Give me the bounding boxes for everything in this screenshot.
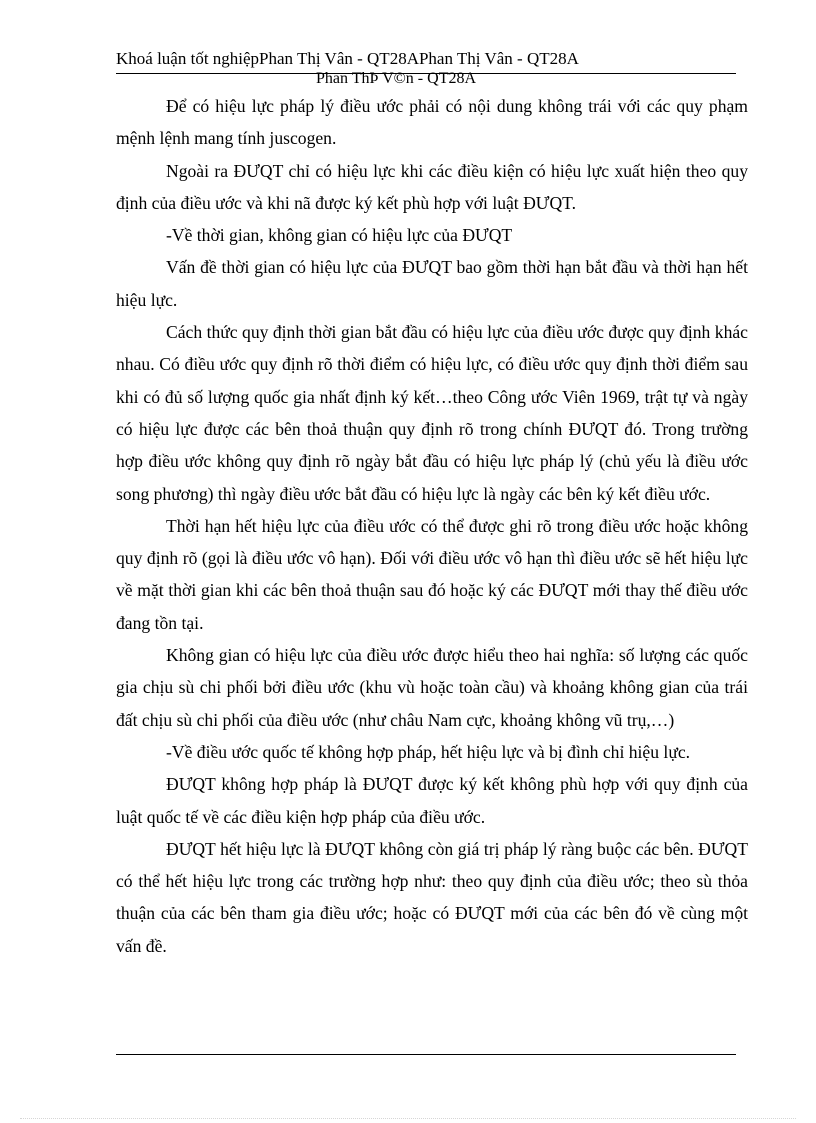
paragraph: Không gian có hiệu lực của điều ước được hiểu theo hai nghĩa: số lượng các quốc gia chịu sù chi phối bởi điều ước (khu vù hoặc toàn cầu) và khoảng không gian của trái đất chịu sù chi phối của điều ước (như châu Nam cực, khoảng không vũ trụ,…)	[116, 645, 748, 730]
paragraph: Vấn đề thời gian có hiệu lực của ĐƯQT bao gồm thời hạn bắt đầu và thời hạn hết hiệu lực.	[116, 257, 748, 310]
paragraph: -Về điều ước quốc tế không hợp pháp, hết hiệu lực và bị đình chỉ hiệu lực.	[166, 741, 691, 762]
paragraph: Thời hạn hết hiệu lực của điều ước có thể được ghi rõ trong điều ước hoặc không quy định rõ (gọi là điều ước vô hạn). Đối với điều ước vô hạn thì điều ước sẽ hết hiệu lực về mặt thời gian khi các bên thoả thuận sau đó hoặc ký các ĐƯQT mới thay thế điều ước đang tồn tại.	[116, 515, 748, 633]
paragraph: -Về thời gian, không gian có hiệu lực của ĐƯQT	[166, 225, 513, 246]
header-subtitle: Phan ThÞ V©n - QT28A	[316, 70, 477, 87]
paragraph: ĐƯQT không hợp pháp là ĐƯQT được ký kết không phù hợp với quy định của luật quốc tế về các điều kiện hợp pháp của điều ước.	[116, 774, 748, 827]
header-title: Khoá luận tốt nghiệpPhan Thị Vân - QT28APhan Thị Vân - QT28A	[116, 49, 579, 68]
paragraph: ĐƯQT hết hiệu lực là ĐƯQT không còn giá trị pháp lý ràng buộc các bên. ĐƯQT có thể hết hiệu lực trong các trường hợp như: theo quy định của điều ước; theo sù thỏa thuận của các bên tham gia điều ước; hoặc có ĐƯQT mới của các bên đó về cùng một vấn đề.	[116, 838, 748, 956]
document-body	[116, 90, 748, 962]
paragraph: Để có hiệu lực pháp lý điều ước phải có nội dung không trái với các quy phạm mệnh lệnh mang tính juscogen.	[116, 96, 748, 149]
paragraph: Cách thức quy định thời gian bắt đầu có hiệu lực của điều ước được quy định khác nhau. Có điều ước quy định rõ thời điểm có hiệu lực, có điều ước quy định thời điểm sau khi có đủ số lượng quốc gia nhất định ký kết…theo Công ước Viên 1969, trật tự và ngày có hiệu lực được các bên thoả thuận quy định rõ trong chính ĐƯQT đó. Trong trường hợp điều ước không quy định rõ ngày bắt đầu có hiệu lực pháp lý (chủ yếu là điều ước song phương) thì ngày điều ước bắt đầu có hiệu lực là ngày các bên ký kết điều ước.	[116, 322, 748, 504]
paragraph: Ngoài ra ĐƯQT chỉ có hiệu lực khi các điều kiện có hiệu lực xuất hiện theo quy định của điều ước và khi nã được ký kết phù hợp với luật ĐƯQT.	[116, 160, 748, 213]
footer-divider	[116, 1054, 736, 1055]
page-bottom-border	[20, 1118, 796, 1119]
